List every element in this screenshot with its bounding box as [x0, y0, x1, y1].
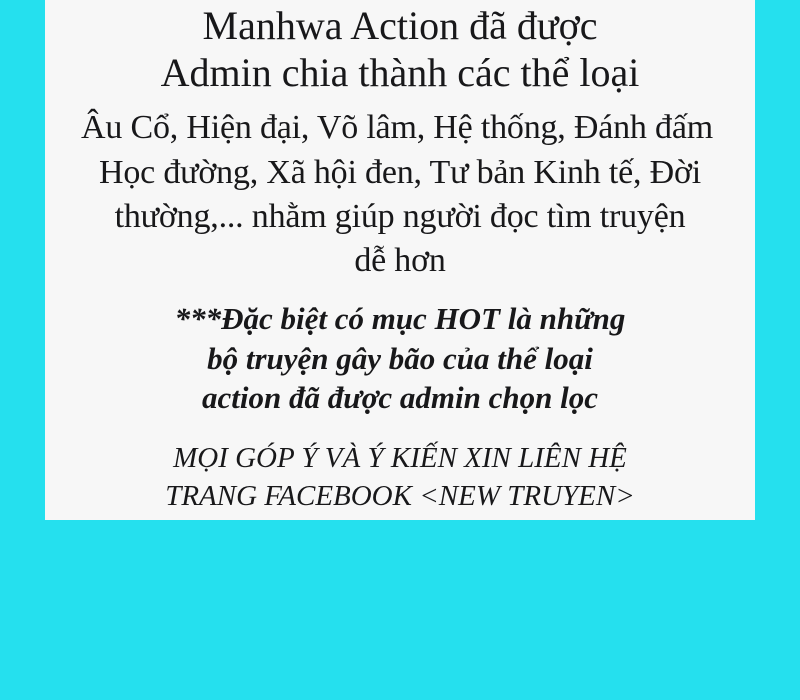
hot-note-line-2: bộ truyện gây bão của thể loại: [207, 340, 593, 376]
announcement-content: [45, 0, 755, 516]
title-line-2: Admin chia thành các thể loại: [160, 50, 640, 96]
contact-note: [45, 440, 755, 515]
hot-note-line-1: ***Đặc biệt có mục HOT là những: [174, 301, 626, 337]
right-margin-band: [755, 0, 800, 520]
genre-line-2: Học đường, Xã hội đen, Tư bản Kinh tế, Đời: [98, 153, 702, 191]
title-line-1: Manhwa Action đã được: [202, 3, 598, 48]
announcement-title: [45, 0, 755, 96]
genre-list-text: [45, 106, 755, 283]
genre-line-3: thường,... nhằm giúp người đọc tìm truyện: [114, 197, 686, 235]
genre-line-4: dễ hơn: [354, 241, 446, 279]
bottom-margin-band: [0, 520, 800, 700]
hot-section-note: [45, 299, 755, 418]
contact-line-1: MỌI GÓP Ý VÀ Ý KIẾN XIN LIÊN HỆ: [173, 442, 627, 475]
announcement-panel: [45, 0, 755, 520]
left-margin-band: [0, 0, 45, 520]
genre-line-1: Âu Cổ, Hiện đại, Võ lâm, Hệ thống, Đánh đấm: [81, 109, 713, 147]
hot-note-line-3: action đã được admin chọn lọc: [201, 380, 599, 416]
contact-line-2: TRANG FACEBOOK <NEW TRUYEN>: [165, 479, 635, 512]
